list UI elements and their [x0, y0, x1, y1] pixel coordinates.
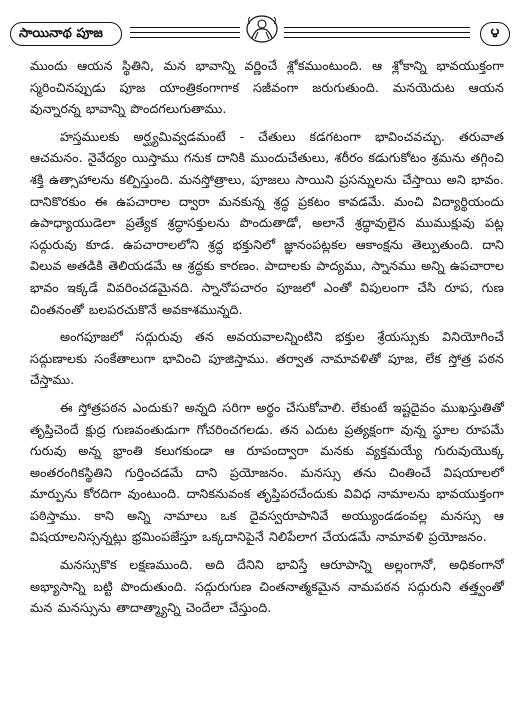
- paragraph: ముందు ఆయన స్థితిని, మన భావాన్ని వర్ణించే శ్లోకముంటుంది. ఆ శ్లోకాన్ని భావయుక్తంగా స్మరించినప్పుడు పూజ యాంత్రికంగాగాక సజీవంగా జరుగుతుంది. మనయెదుట ఆయన వున్నారన్న భావాన్ని పొందగలుగుతాము.: [30, 58, 504, 117]
- paragraph: అంగపూజలో సద్గురువు తన అవయవాలన్నింటిని భక్తుల శ్రేయస్సుకు వినియోగించే సద్గుణాలకు సంకేతాలుగా భావించి పూజిస్తాము. తర్వాత నామావళితో పూజ, లేక స్తోత్ర పఠన చేస్తాము.: [30, 329, 504, 388]
- header-rule: [130, 32, 470, 33]
- paragraph: మనస్సుకొక లక్షణముంది. అది దేనిని భావిస్తే ఆరూపాన్ని అల్లంగానో, అధికంగానో అభ్యాసాన్ని బట్టి పొందుతుంది. సద్గురుగుణ చింతనాత్మకమైన నామపఠన సద్గురుని తత్త్వంతో మన మనస్సును తాదాత్మ్యాన్ని చెందేలా చేస్తుంది.: [30, 557, 504, 616]
- sai-emblem-icon: [240, 12, 284, 46]
- paragraph: ఈ స్తోత్రపఠన ఎందుకు? అన్నది సరిగా అర్థం చేసుకోవాలి. లేకుంటే ఇష్టదైవం ముఖస్తుతితో తృప్తిచెందే క్షుద్ర గుణవంతుడుగా గోచరించగలడు. తన ఎదుట ప్రత్యక్షంగా వున్న స్థూల రూపమే గురువు అన్న భ్రాంతి కలుగకుండా ఆ రూపంద్వారా మనకు వ్యక్తమయ్యే గురువుయొక్క అంతరంగికస్థితిని గుర్తించడమే దాని ప్రయోజనం. మనస్సు తను చింతించే విషయాలలో మార్పును కోరదిగా వుంటుంది. దానికనువంక తృప్తిపరచేందుకు వివిధ నామాలను భావయుక్తంగా పఠిస్తాము. కాని అన్ని నామాలు ఒక దైవస్వరూపానివే అయ్యుండడంవల్ల మనస్సు ఆ విషయాలనిస్సన్నట్లు భ్రమింపజేస్తూ ఒక్కదానిపైనే నిలిపేలాగ చేయడమే నామావళి ప్రయోజనం.: [30, 399, 504, 545]
- paragraph: హస్తములకు అర్ఘ్యమివ్వడమంటే - చేతులు కడగటంగా భావించవచ్చు. తరువాత ఆచమనం. నైవేద్యం యిస్తాము గనుక దానికి ముందుచేతులు, శరీరం కడుగుకోటం శ్రమను తగ్గించి శక్తి ఉత్సాహాలను కల్పిస్తుంది. మనస్తోత్రాలు, పూజలు సాయిని ప్రసన్నులను చేస్తాయి అని భావం. దానికొరకుం ఈ ఉపచారాల ద్వారా మనకున్న శ్రద్ధ ప్రకటం కావడమే. మంచి విద్యార్థియందు ఉపాధ్యాయుడెలా ప్రత్యేక శ్రద్ధాసక్తులను పొందుతాడో, అలానే శ్రద్ధావులైన ముముక్షువు పట్ల సద్గురువు కూడ. ఉపచారాలలోని శ్రద్ధ భక్తునిలో జ్ఞానంపట్లకల ఆకాంక్షను తెల్పుతుంది. దాని విలువ అతడికి తెలియడమే ఆ శ్రద్ధకు కారణం. పాదాలకు పాద్యము, స్నానము అన్ని ఉపచారాల భావం ఇక్కడే వివరించడమైనది. స్నానోపచారం పూజలో ఎంతో విపులంగా చేసి రూప, గుణ చింతనంతో బలపరచుకొనే అవకాశమున్నది.: [30, 128, 504, 317]
- page-number: ౪: [480, 22, 510, 46]
- header-rule: [130, 37, 470, 38]
- body-text: [30, 55, 504, 619]
- header-rule: [130, 27, 470, 28]
- page-header: [10, 22, 510, 46]
- running-title: సాయినాథ పూజ: [10, 22, 122, 46]
